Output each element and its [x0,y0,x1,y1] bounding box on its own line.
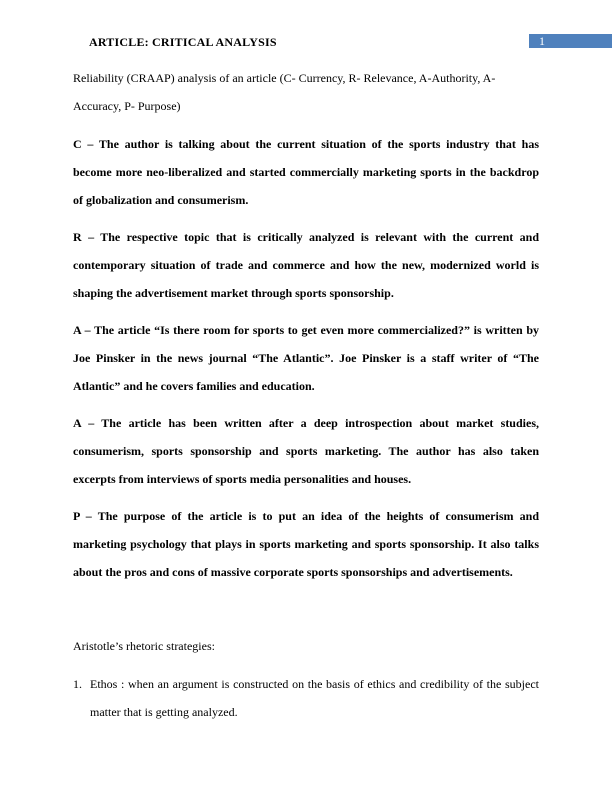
craap-authority-paragraph: A – The article “Is there room for sports to get even more commercialized?” is written by Joe Pinsker in the news journal “The Atlantic”. Joe Pinsker is a staff writer of “The Atlantic” and he covers families and education. [73,323,539,393]
list-item-text: Ethos : when an argument is constructed on the basis of ethics and credibility of the subject matter that is getting analyzed. [90,677,539,719]
list-item-number: 1. [73,677,82,691]
craap-purpose-paragraph: P – The purpose of the article is to put an idea of the heights of consumerism and marketing psychology that plays in sports marketing and sports sponsorship. It also talks about the pros and cons of massive corporate sports sponsorships and advertisements. [73,509,539,579]
page-number: 1 [539,34,545,48]
list-item [73,670,539,726]
page-number-badge [529,34,612,48]
craap-currency-paragraph: C – The author is talking about the current situation of the sports industry that has become more neo-liberalized and started commercially marketing sports in the backdrop of globalization and consumerism. [73,137,539,207]
craap-relevance-paragraph: R – The respective topic that is critically analyzed is relevant with the current and contemporary situation of trade and commerce and how the new, modernized world is shaping the advertisement market through sports sponsorship. [73,230,539,300]
rhetoric-heading: Aristotle’s rhetoric strategies: [73,639,215,653]
craap-accuracy-paragraph: A – The article has been written after a deep introspection about market studies, consumerism, sports sponsorship and sports marketing. The author has also taken excerpts from interviews of sports media personalities and houses. [73,416,539,486]
intro-paragraph: Reliability (CRAAP) analysis of an article (C- Currency, R- Relevance, A-Authority, A-Accuracy, P- Purpose) [73,71,496,113]
running-head-title: ARTICLE: CRITICAL ANALYSIS [89,35,277,49]
